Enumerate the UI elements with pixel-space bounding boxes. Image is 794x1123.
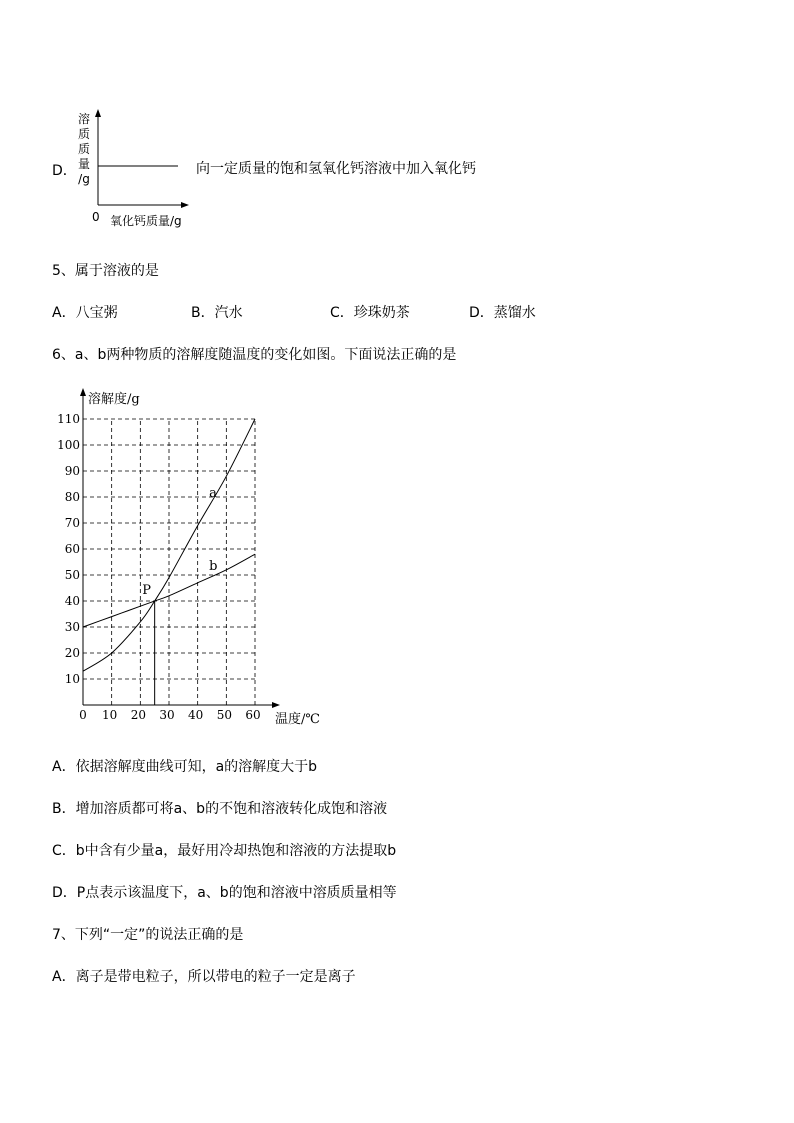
q4-x-axis-label: 氧化钙质量/g <box>110 214 182 228</box>
x-tick-label: 0 <box>79 708 87 722</box>
q4-y-label-char: 质 <box>77 142 90 156</box>
y-tick-label: 10 <box>64 672 80 686</box>
q4-y-label-char: 量 <box>77 157 90 171</box>
series-label-a: a <box>209 486 217 501</box>
y-axis-arrow <box>80 388 86 396</box>
q5-stem: 5、属于溶液的是 <box>52 263 159 279</box>
q4-option-d-description: 向一定质量的饱和氢氧化钙溶液中加入氧化钙 <box>196 161 476 177</box>
q4-y-axis-arrow <box>95 109 101 117</box>
q5-option-c[interactable]: C．珍珠奶茶 <box>330 305 410 321</box>
x-tick-label: 20 <box>130 708 146 722</box>
y-axis-title: 溶解度/g <box>88 392 140 407</box>
chart-axes <box>80 388 280 708</box>
y-tick-label: 60 <box>64 542 80 556</box>
q4-y-label-char: 质 <box>77 127 90 141</box>
q7-option-a[interactable]: A．离子是带电粒子，所以带电的粒子一定是离子 <box>52 969 356 985</box>
x-axis-title: 温度/℃ <box>275 712 320 727</box>
q5-option-b[interactable]: B．汽水 <box>191 305 243 321</box>
x-tick-label: 30 <box>159 708 175 722</box>
y-tick-label: 20 <box>64 646 80 660</box>
q7-stem: 7、下列“一定”的说法正确的是 <box>52 927 244 943</box>
q4-option-d-label: D． <box>52 163 77 179</box>
y-tick-label: 50 <box>64 568 80 582</box>
x-tick-label: 10 <box>102 708 118 722</box>
q6-option-d[interactable]: D．P点表示该温度下，a、b的饱和溶液中溶质质量相等 <box>52 885 397 901</box>
x-tick-label: 60 <box>245 708 261 722</box>
q4-y-axis-label <box>76 112 92 187</box>
y-tick-label: 70 <box>64 516 80 530</box>
q6-solubility-chart <box>40 380 340 740</box>
x-tick-label: 40 <box>188 708 204 722</box>
q5-option-a[interactable]: A．八宝粥 <box>52 305 118 321</box>
series-label-b: b <box>209 558 218 574</box>
q6-stem: 6、a、b两种物质的溶解度随温度的变化如图。下面说法正确的是 <box>52 347 457 363</box>
q6-option-b[interactable]: B．增加溶质都可将a、b的不饱和溶液转化成饱和溶液 <box>52 801 388 817</box>
q4-y-label-char: 溶 <box>77 112 90 126</box>
y-tick-label: 80 <box>64 490 80 504</box>
x-axis-arrow <box>272 702 280 708</box>
chart-ticks <box>57 412 261 722</box>
q4-y-label-char: /g <box>78 172 90 186</box>
y-tick-label: 30 <box>64 620 80 634</box>
y-tick-label: 100 <box>57 438 80 452</box>
point-p-label: P <box>142 583 152 598</box>
chart-grid <box>83 419 255 705</box>
chart-labels <box>88 391 320 727</box>
q4-x-axis-arrow <box>181 202 189 208</box>
q4-origin-label: 0 <box>92 210 100 224</box>
y-tick-label: 110 <box>57 412 80 426</box>
q6-option-c[interactable]: C．b中含有少量a，最好用冷却热饱和溶液的方法提取b <box>52 843 397 859</box>
y-tick-label: 40 <box>64 594 80 608</box>
x-tick-label: 50 <box>216 708 232 722</box>
q6-option-a[interactable]: A．依据溶解度曲线可知，a的溶解度大于b <box>52 759 318 775</box>
y-tick-label: 90 <box>64 464 80 478</box>
q5-option-d[interactable]: D．蒸馏水 <box>469 305 536 321</box>
